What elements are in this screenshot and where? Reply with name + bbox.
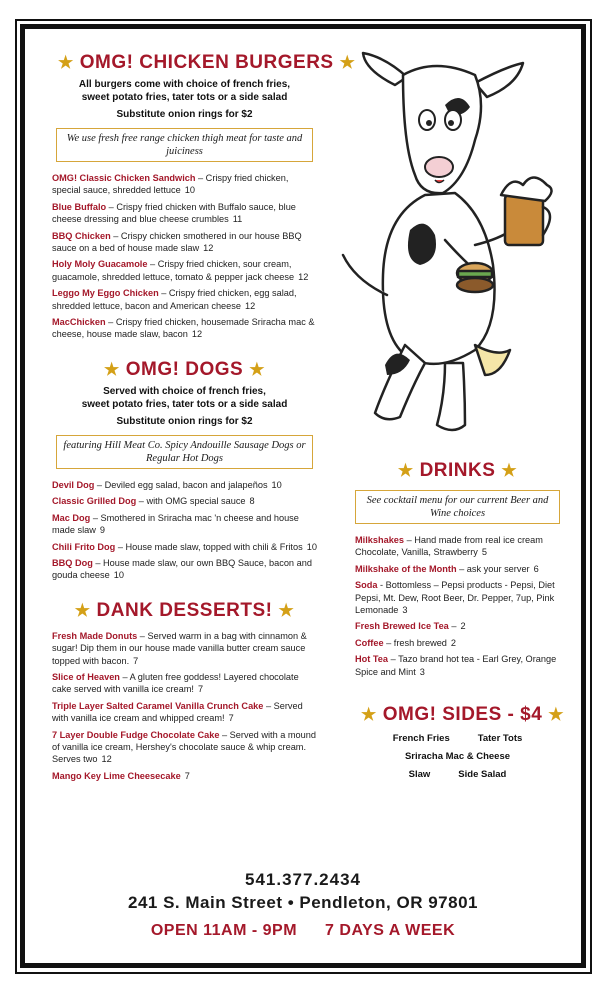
item-name: Milkshakes bbox=[355, 535, 405, 545]
item-desc: – fresh brewed bbox=[383, 637, 447, 648]
item-price: 10 bbox=[184, 185, 195, 196]
star-icon: ★ bbox=[339, 53, 356, 72]
item-price: 7 bbox=[228, 713, 234, 724]
item-desc: – Crispy fried chicken, egg salad, shredded lettuce, bacon and American cheese bbox=[52, 288, 297, 311]
item-price: 7 bbox=[184, 770, 190, 781]
item-price: 11 bbox=[232, 214, 243, 225]
drinks-section bbox=[355, 460, 560, 678]
menu-item bbox=[52, 729, 317, 766]
burgers-section bbox=[52, 52, 356, 341]
item-price: 12 bbox=[101, 754, 112, 765]
menu-item bbox=[52, 201, 317, 226]
item-name: Coffee bbox=[355, 637, 384, 648]
side-item: Side Salad bbox=[458, 769, 507, 781]
menu-item bbox=[355, 620, 560, 632]
dogs-subtitle-line: Served with choice of french fries, bbox=[103, 385, 266, 397]
item-price: 10 bbox=[306, 541, 317, 552]
desserts-title-text: DANK DESSERTS! bbox=[96, 599, 273, 621]
item-name: Chili Frito Dog bbox=[52, 541, 116, 552]
side-item: French Fries bbox=[392, 733, 450, 745]
item-desc: – Crispy fried chicken, housemade Sriracha mac & cheese, house made slaw, bacon bbox=[52, 317, 315, 340]
menu-item bbox=[52, 287, 317, 312]
address: 241 S. Main Street • Pendleton, OR 97801 bbox=[127, 893, 478, 912]
item-name: Leggo My Eggo Chicken bbox=[52, 288, 159, 299]
sides-row bbox=[355, 748, 560, 766]
item-price: 12 bbox=[203, 243, 214, 254]
item-name: Fresh Made Donuts bbox=[52, 630, 138, 641]
item-desc: – Crispy chicken smothered in our house BBQ sauce on a bed of house made slaw bbox=[52, 230, 302, 254]
burgers-note: We use fresh free range chicken thigh meat for taste and juiciness bbox=[56, 128, 313, 162]
open-hours: OPEN 11AM - 9PM bbox=[150, 922, 298, 939]
left-column bbox=[52, 52, 356, 786]
sides-section bbox=[355, 704, 565, 784]
item-name: BBQ Chicken bbox=[52, 230, 111, 241]
item-desc: – Hand made from real ice cream Chocolate, Vanilla, Strawberry bbox=[355, 535, 543, 558]
item-desc: - Bottomless – Pepsi products - Pepsi, Diet Pepsi, Mt. Dew, Root Beer, Dr. Pepper, 7up, Pink Lemonade bbox=[355, 580, 555, 616]
menu-item bbox=[52, 557, 317, 582]
item-name: Milkshake of the Month bbox=[355, 563, 457, 574]
item-desc: – ask your server bbox=[456, 563, 530, 574]
burgers-title-text: OMG! CHICKEN BURGERS bbox=[79, 52, 334, 73]
dogs-title bbox=[52, 359, 317, 381]
desserts-list bbox=[52, 630, 317, 782]
sides-list bbox=[355, 730, 560, 784]
item-name: Mango Key Lime Cheesecake bbox=[52, 770, 181, 781]
star-icon: ★ bbox=[104, 359, 120, 379]
item-desc: – House made slaw, our own BBQ Sauce, bacon and gouda cheese bbox=[52, 557, 312, 581]
sides-row bbox=[355, 766, 560, 784]
desserts-title bbox=[52, 600, 317, 622]
star-icon: ★ bbox=[361, 705, 377, 725]
menu-item bbox=[52, 230, 317, 255]
right-column bbox=[355, 460, 565, 784]
item-desc: – Crispy fried chicken with Buffalo sauce, blue cheese dressing and blue cheese crumbles bbox=[52, 201, 296, 225]
item-name: Soda bbox=[355, 580, 378, 591]
star-icon: ★ bbox=[74, 600, 91, 620]
item-name: Classic Grilled Dog bbox=[52, 496, 137, 507]
side-item: Sriracha Mac & Cheese bbox=[404, 751, 511, 763]
hours bbox=[20, 922, 586, 940]
item-desc: – House made slaw, topped with chili & Fritos bbox=[115, 541, 303, 552]
menu-item bbox=[52, 495, 317, 507]
item-desc: – Crispy fried chicken, special sauce, shredded lettuce bbox=[52, 173, 289, 196]
menu-item bbox=[52, 258, 317, 283]
menu-item bbox=[52, 512, 317, 537]
dogs-list bbox=[52, 479, 317, 582]
item-price: 3 bbox=[419, 666, 425, 677]
dogs-section bbox=[52, 359, 317, 582]
burgers-subtitle-line: sweet potato fries, tater tots or a side salad bbox=[81, 92, 288, 103]
item-name: Fresh Brewed Ice Tea bbox=[355, 621, 449, 632]
star-icon: ★ bbox=[58, 53, 74, 72]
item-name: MacChicken bbox=[52, 317, 106, 328]
item-price: 12 bbox=[191, 329, 203, 340]
sides-row bbox=[355, 730, 560, 748]
burgers-subtitle-line: Substitute onion rings for $2 bbox=[116, 109, 253, 120]
menu-item bbox=[52, 479, 317, 491]
menu-item bbox=[355, 534, 560, 559]
item-price: 10 bbox=[271, 479, 282, 490]
star-icon: ★ bbox=[249, 359, 265, 379]
item-desc: – Served with vanilla ice cream and whipped cream! bbox=[52, 700, 303, 724]
drinks-note: See cocktail menu for our current Beer and Wine choices bbox=[355, 490, 560, 524]
menu-item bbox=[52, 541, 317, 553]
menu-item bbox=[355, 653, 560, 678]
item-price: 5 bbox=[481, 547, 488, 558]
item-name: Slice of Heaven bbox=[52, 671, 120, 682]
item-price: 2 bbox=[450, 637, 457, 648]
star-icon: ★ bbox=[278, 600, 295, 620]
item-price: 6 bbox=[533, 563, 539, 574]
dogs-title-text: OMG! DOGS bbox=[125, 358, 244, 380]
item-name: Mac Dog bbox=[52, 512, 91, 523]
item-name: Blue Buffalo bbox=[52, 201, 107, 212]
item-desc: – bbox=[448, 621, 457, 632]
drinks-title-text: DRINKS bbox=[419, 460, 496, 481]
dogs-subtitle bbox=[52, 385, 317, 428]
item-price: 7 bbox=[133, 655, 139, 666]
dogs-note: featuring Hill Meat Co. Spicy Andouille Sausage Dogs or Regular Hot Dogs bbox=[56, 435, 313, 469]
menu-item bbox=[52, 671, 317, 696]
item-name: Devil Dog bbox=[52, 479, 95, 490]
item-desc: – Smothered in Sriracha mac 'n cheese and house made slaw bbox=[52, 512, 299, 536]
burgers-subtitle bbox=[52, 78, 317, 121]
item-name: Holy Moly Guacamole bbox=[52, 259, 148, 270]
open-days: 7 DAYS A WEEK bbox=[325, 922, 456, 939]
phone-number: 541.377.2434 bbox=[245, 870, 361, 889]
star-icon: ★ bbox=[548, 705, 565, 725]
item-desc: – Tazo brand hot tea - Earl Grey, Orange Spice and Mint bbox=[355, 654, 557, 677]
side-item: Tater Tots bbox=[477, 733, 523, 745]
item-price: 8 bbox=[249, 496, 255, 507]
drinks-title bbox=[355, 460, 560, 482]
side-item: Slaw bbox=[408, 769, 431, 781]
sides-title bbox=[355, 704, 565, 726]
menu-item bbox=[355, 637, 560, 649]
item-desc: – Served with a mound of vanilla ice cream, Hershey's chocolate sauce & whip cream. Serves two bbox=[52, 729, 316, 765]
item-desc: – Served warm in a bag with cinnamon & sugar! Dip them in our house made vanilla butter cream sauce topped with bacon. bbox=[52, 630, 307, 666]
burgers-title bbox=[52, 52, 356, 74]
dogs-subtitle-line: Substitute onion rings for $2 bbox=[116, 415, 253, 427]
item-name: 7 Layer Double Fudge Chocolate Cake bbox=[52, 729, 220, 740]
item-price: 2 bbox=[460, 621, 466, 632]
menu-item bbox=[52, 316, 317, 341]
burgers-list bbox=[52, 172, 317, 341]
cow-mascot-illustration bbox=[325, 45, 580, 450]
menu-item bbox=[52, 700, 317, 725]
item-price: 12 bbox=[298, 271, 309, 282]
sides-title-text: OMG! SIDES - $4 bbox=[382, 704, 543, 726]
item-price: 9 bbox=[99, 525, 106, 536]
item-price: 7 bbox=[197, 684, 204, 695]
item-desc: – A gluten free goddess! Layered chocolate cake served with vanilla ice cream! bbox=[52, 671, 299, 695]
menu-item bbox=[355, 579, 560, 616]
menu-item bbox=[355, 563, 560, 575]
menu-item bbox=[52, 172, 317, 197]
dogs-subtitle-line: sweet potato fries, tater tots or a side salad bbox=[81, 398, 288, 410]
item-desc: – Crispy fried chicken, sour cream, guacamole, shredded lettuce, tomato & pepper jack cheese bbox=[52, 259, 295, 282]
item-name: Triple Layer Salted Caramel Vanilla Crunch Cake bbox=[52, 700, 264, 711]
menu-item bbox=[52, 630, 317, 667]
desserts-section bbox=[52, 600, 317, 782]
star-icon: ★ bbox=[397, 461, 414, 480]
burgers-subtitle-line: All burgers come with choice of french fries, bbox=[78, 79, 291, 90]
menu-item bbox=[52, 770, 317, 782]
item-desc: – with OMG special sauce bbox=[136, 496, 246, 507]
item-name: OMG! Classic Chicken Sandwich bbox=[52, 173, 196, 183]
item-price: 3 bbox=[402, 605, 408, 616]
drinks-list bbox=[355, 534, 560, 678]
item-price: 12 bbox=[244, 300, 256, 311]
item-name: BBQ Dog bbox=[52, 557, 93, 568]
star-icon: ★ bbox=[501, 461, 518, 480]
item-name: Hot Tea bbox=[355, 654, 389, 665]
item-price: 10 bbox=[113, 570, 124, 581]
item-desc: – Deviled egg salad, bacon and jalapeños bbox=[94, 479, 268, 490]
